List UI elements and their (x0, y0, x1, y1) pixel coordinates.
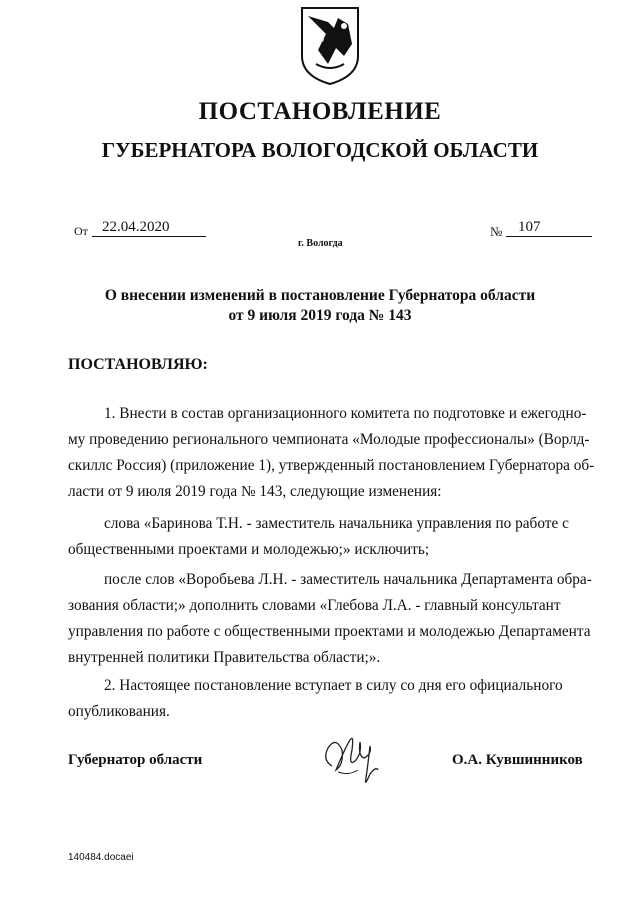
file-reference: 140484.docaei (68, 852, 134, 863)
date-prefix: От (74, 224, 88, 238)
handwritten-signature (318, 730, 388, 792)
body-line: 2. Настоящее постановление вступает в силу со дня его официального (104, 677, 563, 694)
signatory-position: Губернатор области (68, 752, 203, 768)
decree-word: ПОСТАНОВЛЯЮ: (68, 356, 208, 373)
body-line: зования области;» дополнить словами «Глебова Л.А. - главный консультант (68, 597, 561, 614)
heading-line-1: О внесении изменений в постановление Губернатора области (104, 287, 536, 304)
heading-line-2: от 9 июля 2019 года № 143 (228, 307, 412, 324)
document-date: 22.04.2020 (102, 219, 170, 235)
body-line: 1. Внести в состав организационного комитета по подготовке и ежегодно- (104, 405, 587, 422)
coat-of-arms-emblem (298, 4, 362, 86)
signatory-name: О.А. Кувшинников (452, 752, 583, 768)
body-line: ласти от 9 июля 2019 года № 143, следующие изменения: (68, 483, 442, 500)
body-line: общественными проектами и молодежью;» исключить; (68, 541, 430, 558)
body-line: му проведению регионального чемпионата «Молодые профессионалы» (Ворлд- (68, 431, 590, 448)
document-subtitle: ГУБЕРНАТОРА ВОЛОГОДСКОЙ ОБЛАСТИ (101, 138, 539, 162)
document-title: ПОСТАНОВЛЕНИЕ (198, 98, 442, 125)
body-line: опубликования. (68, 703, 170, 720)
city-name: г. Вологда (298, 238, 343, 249)
body-line: скиллс Россия) (приложение 1), утвержденный постановлением Губернатора об- (68, 457, 595, 474)
document-number: 107 (518, 219, 541, 235)
body-line: управления по работе с общественными проектами и молодежью Департамента (68, 623, 591, 640)
number-prefix: № (490, 224, 503, 239)
body-line: внутренней политики Правительства области;». (68, 649, 381, 666)
body-line: слова «Баринова Т.Н. - заместитель начальника управления по работе с (104, 515, 569, 532)
body-line: после слов «Воробьева Л.Н. - заместитель начальника Департамента обра- (104, 571, 592, 588)
